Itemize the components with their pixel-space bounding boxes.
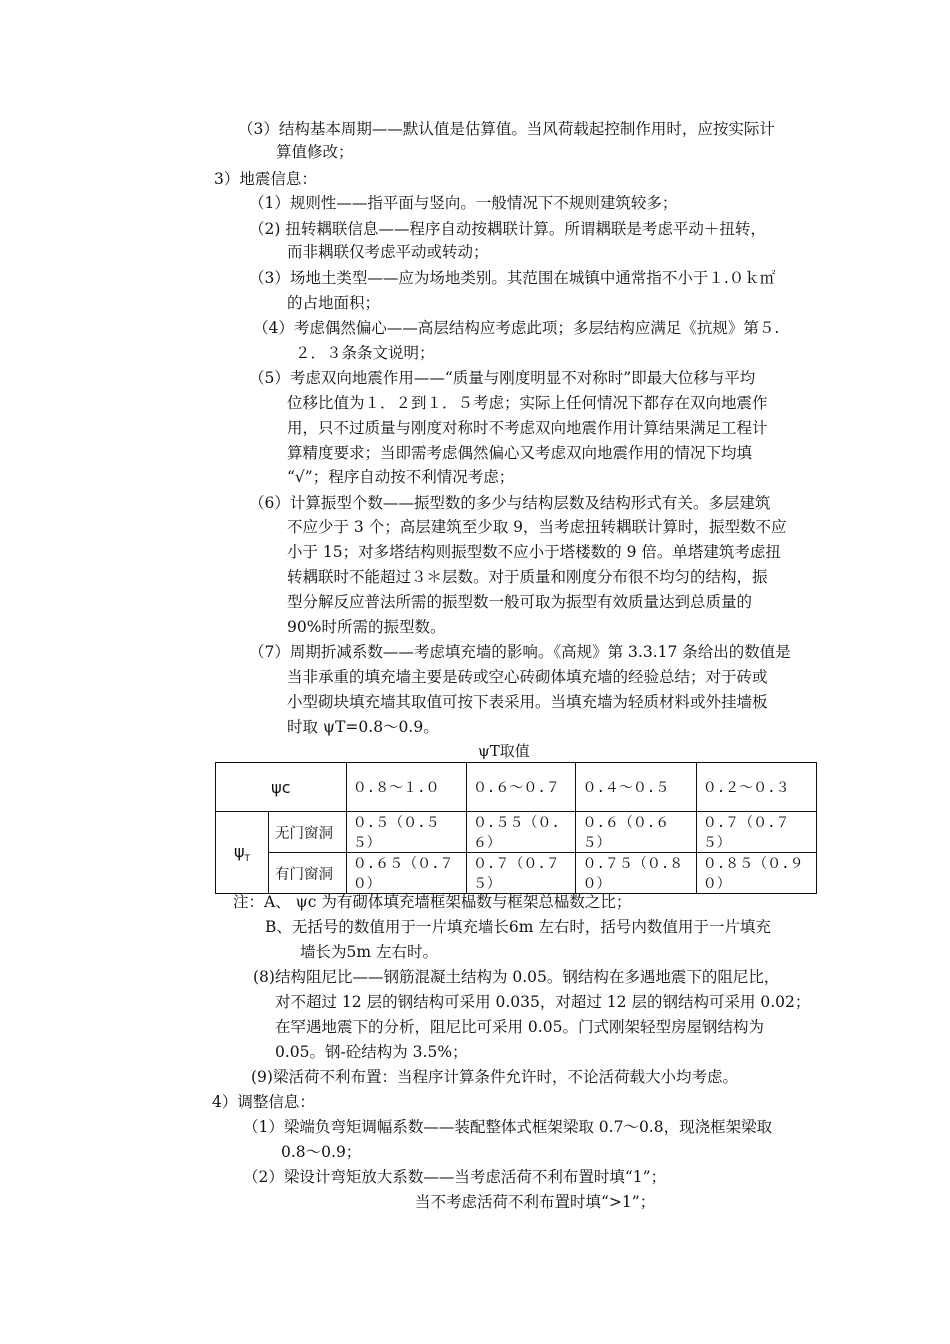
text-line: 小型砌块填充墙其取值可按下表采用。当填充墙为轻质材料或外挂墙板 [287, 693, 768, 711]
row-label: 无门窗洞 [269, 812, 347, 853]
note-line: B、无括号的数值用于一片填充墙长6m 左右时，括号内数值用于一片填充 [265, 918, 771, 936]
note-line: 墙长为5m 左右时。 [300, 943, 438, 961]
table-cell: ０.７（０.７５） [696, 812, 816, 853]
text-line: （6）计算振型个数——振型数的多少与结构层数及结构形式有关。多层建筑 [249, 494, 771, 512]
text-line: （5）考虑双向地震作用——“质量与刚度明显不对称时”即最大位移与平均 [249, 369, 756, 387]
text-line: (8)结构阻尼比——钢筋混凝土结构为 0.05。钢结构在多遇地震下的阻尼比， [253, 968, 780, 986]
psi-t-header [216, 812, 269, 894]
text-line: 0.05。钢-砼结构为 3.5%； [275, 1043, 468, 1061]
text-line: 的占地面积； [287, 294, 381, 312]
text-line: 90%时所需的振型数。 [287, 618, 446, 636]
table-row [216, 812, 817, 853]
text-line: 0.8～0.9； [281, 1143, 362, 1161]
text-line: （1）规则性——指平面与竖向。一般情况下不规则建筑较多； [249, 194, 678, 212]
text-line: 算精度要求；当即需考虑偶然偏心又考虑双向地震作用的情况下均填 [287, 444, 753, 462]
section-heading: 4）调整信息： [212, 1093, 315, 1111]
range-header: ０.８～１.０ [346, 763, 466, 812]
text-line: （7）周期折减系数——考虑填充墙的影响。《高规》第 3.3.17 条给出的数值是 [249, 643, 791, 661]
range-header: ０.４～０.５ [576, 763, 696, 812]
text-line: （3）场地土类型——应为场地类别。其范围在城镇中通常指不小于１.０ｋ㎡ [249, 269, 776, 287]
text-line: 在罕遇地震下的分析，阻尼比可采用 0.05。门式刚架轻型房屋钢结构为 [275, 1018, 764, 1036]
text-line: 型分解反应普法所需的振型数一般可取为振型有效质量达到总质量的 [287, 593, 753, 611]
text-line: 当非承重的填充墙主要是砖或空心砖砌体填充墙的经验总结；对于砖或 [287, 668, 768, 686]
text-line: 时取 ψT=0.8～0.9。 [287, 718, 439, 736]
table-caption: ψT取值 [478, 742, 530, 760]
table-row [216, 853, 817, 894]
note-line: 注：A、 ψc 为有砌体填充墙框架榀数与框架总榀数之比； [233, 893, 632, 911]
psi-t-subscript: T [244, 853, 251, 864]
text-line: （1）梁端负弯矩调幅系数——装配整体式框架梁取 0.7～0.8，现浇框架梁取 [243, 1118, 773, 1136]
psi-table [215, 762, 817, 894]
text-line: （2) 扭转耦联信息——程序自动按耦联计算。所谓耦联是考虑平动＋扭转， [249, 220, 766, 238]
text-line: 小于 15；对多塔结构则振型数不应小于塔楼数的 9 倍。单塔建筑考虑扭 [287, 543, 781, 561]
text-line: 当不考虑活荷不利布置时填“>1”； [415, 1193, 656, 1211]
text-line: ２．３条条文说明； [295, 344, 435, 362]
row-label: 有门窗洞 [269, 853, 347, 894]
text-line: （2）梁设计弯矩放大系数——当考虑活荷不利布置时填“1”； [243, 1168, 667, 1186]
table-cell: ０.５５（０.６） [466, 812, 576, 853]
text-line: 对不超过 12 层的钢结构可采用 0.035，对超过 12 层的钢结构可采用 0.02； [275, 993, 811, 1011]
range-header: ０.６～０.７ [466, 763, 576, 812]
table-cell: ０.７５（０.８０） [576, 853, 696, 894]
text-line: （3）结构基本周期——默认值是估算值。当风荷载起控制作用时，应按实际计 [238, 120, 775, 138]
text-line: (9)梁活荷不利布置：当程序计算条件允许时，不论活荷载大小均考虑。 [251, 1068, 738, 1086]
range-header: ０.２～０.３ [696, 763, 816, 812]
psi-t-symbol: ψ [233, 841, 245, 861]
text-line: 用，只不过质量与刚度对称时不考虑双向地震作用计算结果满足工程计 [287, 419, 768, 437]
text-line: 而非耦联仅考虑平动或转动； [287, 243, 489, 261]
table-cell: ０.５（０.５５） [346, 812, 466, 853]
text-line: 不应少于 3 个；高层建筑至少取 9，当考虑扭转耦联计算时，振型数不应 [287, 518, 787, 536]
table-cell: ０.６（０.６５） [576, 812, 696, 853]
text-line: “√”；程序自动按不利情况考虑； [287, 468, 515, 486]
text-line: 转耦联时不能超过３＊层数。对于质量和刚度分布很不均匀的结构，振 [287, 568, 768, 586]
text-line: 位移比值为１．２到１．５考虑；实际上任何情况下都存在双向地震作 [287, 394, 768, 412]
text-line: （4）考虑偶然偏心——高层结构应考虑此项；多层结构应满足《抗规》第５. [253, 319, 780, 337]
psi-c-header: ψc [216, 763, 347, 812]
table-cell: ０.７（０.７５） [466, 853, 576, 894]
table-cell: ０.８５（０.９０） [696, 853, 816, 894]
section-heading: 3）地震信息： [214, 170, 317, 188]
table-cell: ０.６５（０.７０） [346, 853, 466, 894]
text-line: 算值修改； [276, 143, 354, 161]
